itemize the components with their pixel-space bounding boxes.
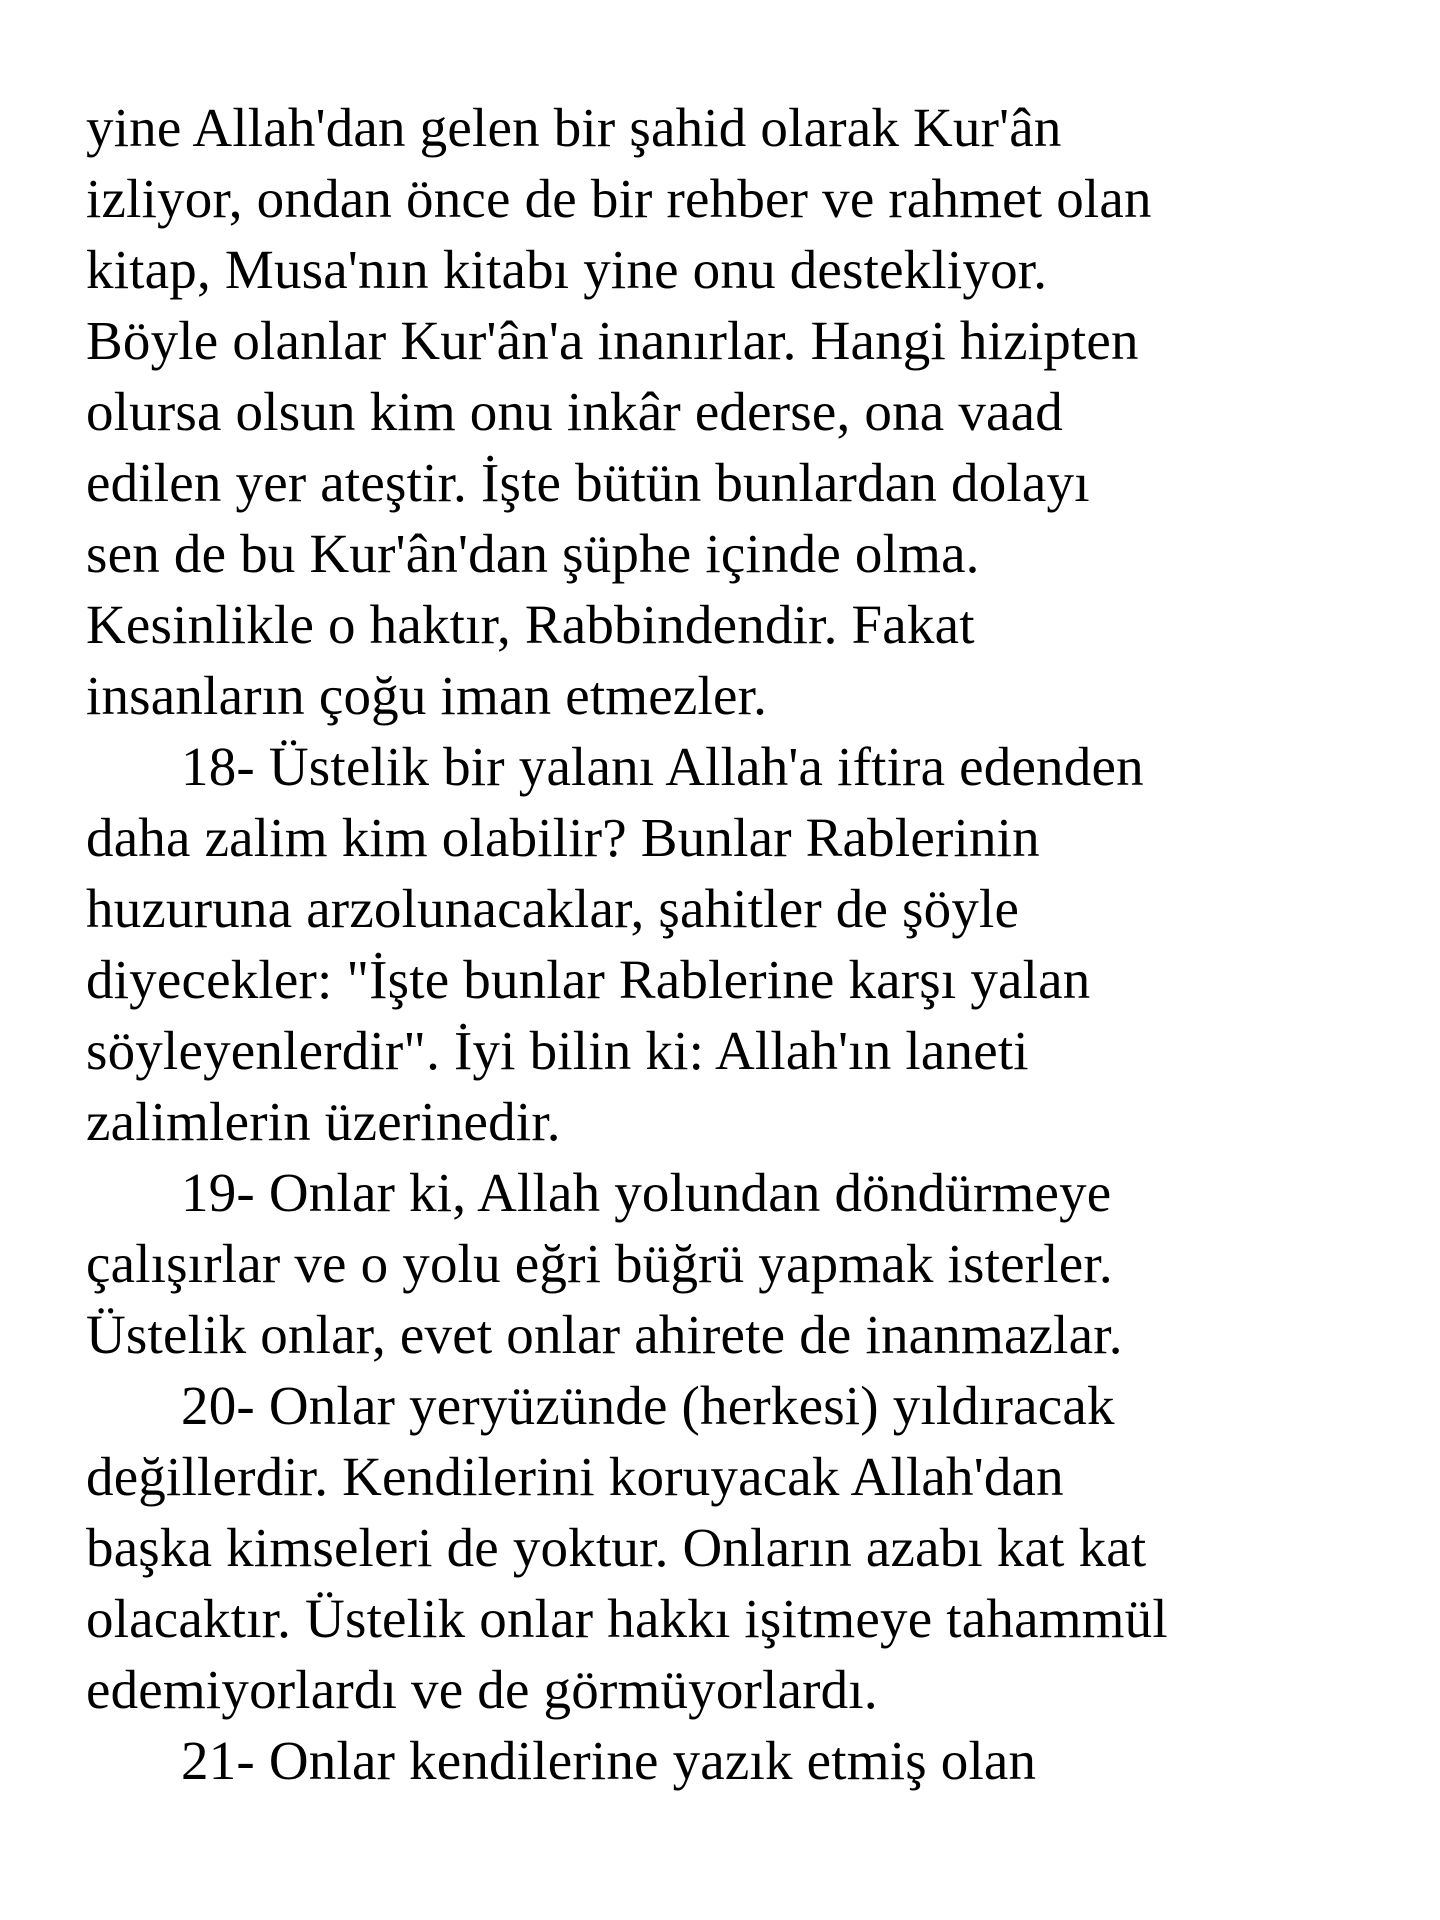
text-line: huzuruna arzolunacaklar, şahitler de şöyle (86, 878, 1020, 939)
document-page (86, 92, 1416, 1796)
verse-18-start: 18- Üstelik bir yalanı Allah'a iftira edenden (181, 736, 1144, 797)
text-line: diyecekler: "İşte bunlar Rablerine karşı yalan (86, 949, 1091, 1010)
text-line: edilen yer ateştir. İşte bütün bunlardan dolayı (86, 452, 1090, 513)
text-line: çalışırlar ve o yolu eğri büğrü yapmak isterler. (86, 1233, 1113, 1294)
text-line: başka kimseleri de yoktur. Onların azabı kat kat (86, 1517, 1147, 1578)
text-line: değillerdir. Kendilerini koruyacak Allah'dan (86, 1446, 1064, 1507)
text-line: sen de bu Kur'ân'dan şüphe içinde olma. (86, 523, 980, 584)
text-line: Kesinlikle o haktır, Rabbindendir. Fakat (86, 594, 975, 655)
text-line: kitap, Musa'nın kitabı yine onu destekliyor. (86, 239, 1048, 300)
text-line: insanların çoğu iman etmezler. (86, 665, 768, 726)
text-line: yine Allah'dan gelen bir şahid olarak Kur'ân (86, 97, 1062, 158)
text-line: olacaktır. Üstelik onlar hakkı işitmeye tahammül (86, 1588, 1168, 1649)
verse-21-start: 21- Onlar kendilerine yazık etmiş olan (181, 1730, 1037, 1791)
text-line: zalimlerin üzerinedir. (86, 1091, 561, 1152)
text-line: daha zalim kim olabilir? Bunlar Rablerinin (86, 807, 1040, 868)
text-line: izliyor, ondan önce de bir rehber ve rahmet olan (86, 168, 1152, 229)
text-line: olursa olsun kim onu inkâr ederse, ona vaad (86, 381, 1063, 442)
verse-20-start: 20- Onlar yeryüzünde (herkesi) yıldıracak (181, 1375, 1115, 1436)
text-line: Üstelik onlar, evet onlar ahirete de inanmazlar. (86, 1304, 1123, 1365)
text-line: söyleyenlerdir". İyi bilin ki: Allah'ın laneti (86, 1020, 1029, 1081)
verse-19-start: 19- Onlar ki, Allah yolundan döndürmeye (181, 1162, 1112, 1223)
text-line: edemiyorlardı ve de görmüyorlardı. (86, 1659, 878, 1720)
text-line: Böyle olanlar Kur'ân'a inanırlar. Hangi hizipten (86, 310, 1139, 371)
